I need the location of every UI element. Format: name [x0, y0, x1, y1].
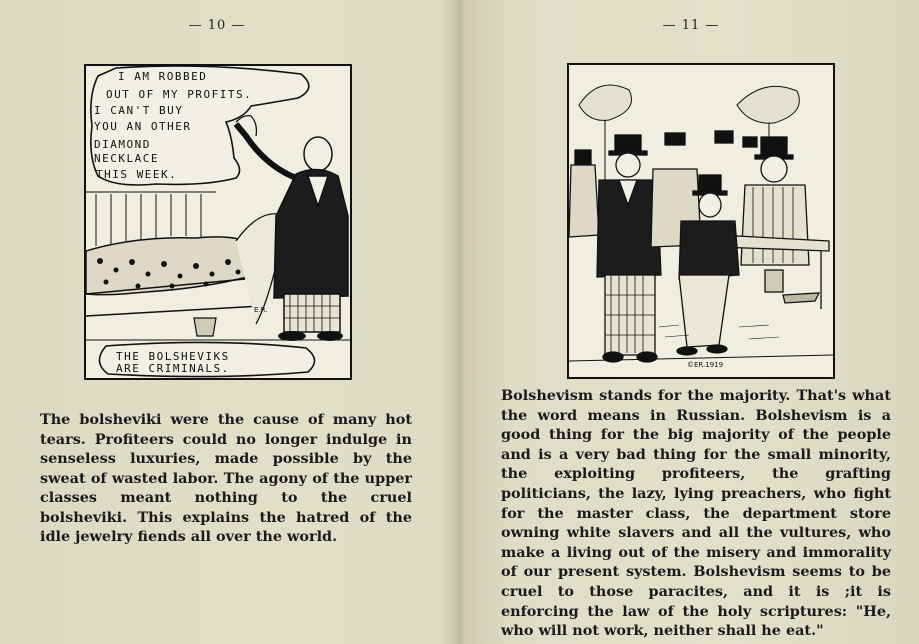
right-cartoon: [567, 63, 835, 379]
caption-line-1: THE BOLSHEVIKS: [116, 350, 230, 363]
caption-line-2: ARE CRIMINALS.: [116, 362, 230, 375]
speech-line-3: I CAN'T BUY: [94, 104, 184, 117]
right-paragraph: [501, 386, 891, 641]
speech-line-4: YOU AN OTHER: [94, 120, 192, 133]
left-cartoon: [84, 64, 352, 380]
left-paragraph: [40, 410, 412, 547]
right-paragraph-text: Bolshevism stands for the majority. That's what the word means in Russian. Bolshevism is a good thing for the big majority of the people and is a very bad thing for the small minority, the exploiting profiteers, the grafting politicians, the lazy, lying preachers, who fight for the master class, the department store owning white slavers and all the vultures, who make a living out of the misery and immorality of our present system. Bolshevism seems to be cruel to those paracites, and it is ;it is enforcing the law of the holy scriptures: "He, who will not work, neither shall he eat.": [501, 387, 891, 640]
page-number-right: — 11 —: [662, 18, 720, 33]
speech-line-1: I AM ROBBED: [118, 70, 208, 83]
right-cartoon-signature: ©ER.1919: [687, 361, 724, 369]
speech-line-5: DIAMOND: [94, 138, 151, 151]
speech-line-7: THIS WEEK.: [96, 168, 178, 181]
speech-line-6: NECKLACE: [94, 152, 159, 165]
left-cartoon-drawing: [86, 66, 350, 378]
speech-line-2: OUT OF MY PROFITS.: [106, 88, 253, 101]
left-paragraph-text: The bolsheviki were the cause of many hot tears. Profiteers could no longer indulge in senseless luxuries, made possible by the sweat of wasted labor. The agony of the upper classes meant nothing to the cruel bolsheviki. This explains the hatred of the idle jewelry fiends all over the world.: [40, 411, 412, 545]
left-cartoon-signature: E.R.: [254, 306, 268, 314]
page-number-left: — 10 —: [188, 18, 246, 33]
right-cartoon-drawing: [569, 65, 833, 377]
